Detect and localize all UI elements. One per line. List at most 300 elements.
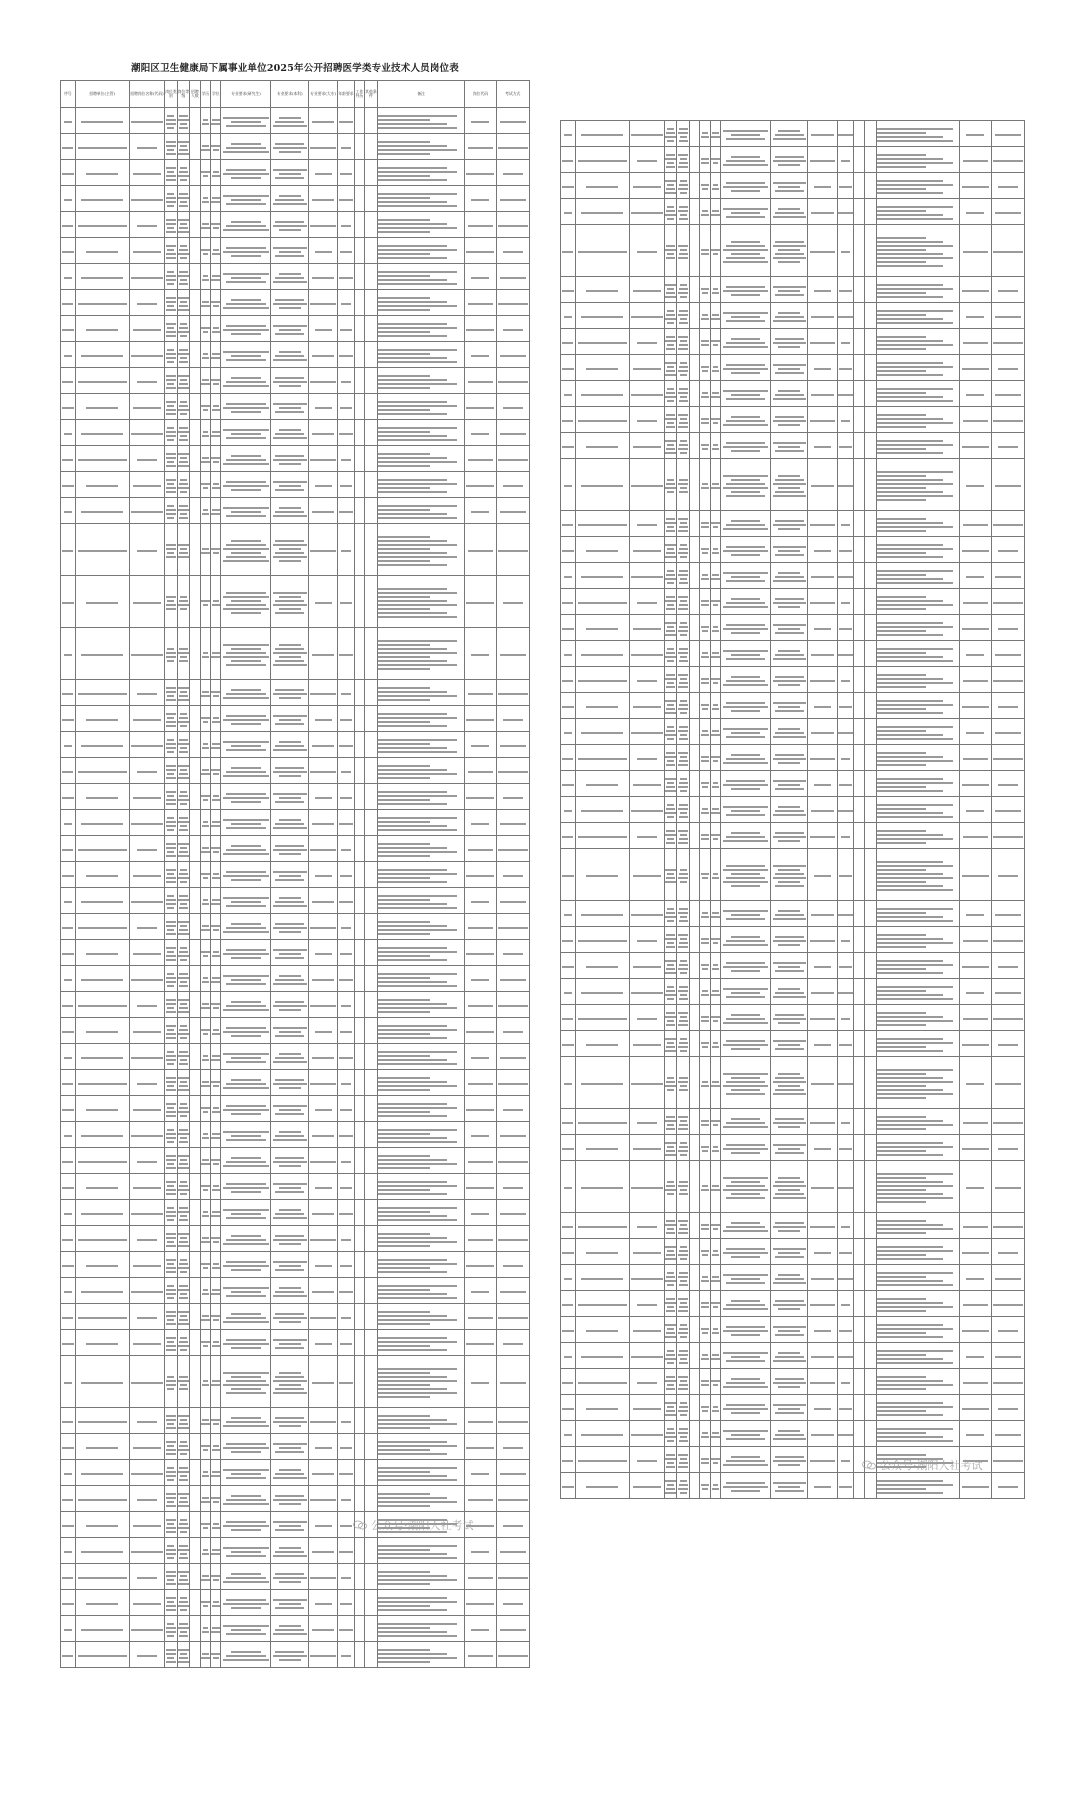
text-line bbox=[679, 1020, 688, 1022]
text-line bbox=[231, 355, 260, 357]
text-line bbox=[775, 1456, 804, 1458]
text-line bbox=[341, 550, 350, 552]
text-line bbox=[378, 1163, 458, 1165]
table-cell bbox=[496, 836, 529, 862]
text-line bbox=[680, 440, 687, 442]
text-line bbox=[167, 283, 174, 285]
text-line bbox=[178, 721, 189, 723]
table-cell bbox=[700, 641, 710, 667]
text-line bbox=[312, 433, 335, 435]
text-line bbox=[500, 1213, 526, 1215]
table-cell bbox=[221, 290, 271, 316]
text-line bbox=[378, 1111, 430, 1113]
table-cell bbox=[165, 1512, 178, 1538]
table-cell bbox=[354, 160, 364, 186]
table-cell bbox=[211, 940, 221, 966]
table-cell bbox=[190, 914, 200, 940]
table-row bbox=[61, 1460, 530, 1486]
text-line bbox=[877, 241, 943, 243]
table-row bbox=[61, 342, 530, 368]
text-line bbox=[180, 479, 187, 481]
table-cell bbox=[211, 1408, 221, 1434]
table-cell bbox=[710, 953, 720, 979]
table-cell bbox=[771, 459, 808, 511]
text-line bbox=[180, 1159, 187, 1161]
table-cell bbox=[771, 1317, 808, 1343]
text-line bbox=[680, 1050, 687, 1052]
text-line bbox=[202, 1419, 210, 1421]
table-cell bbox=[677, 537, 689, 563]
table-cell bbox=[200, 1486, 210, 1512]
text-line bbox=[731, 1278, 760, 1280]
text-line bbox=[877, 1488, 926, 1490]
table-cell bbox=[165, 1434, 178, 1460]
text-line bbox=[963, 524, 987, 526]
text-line bbox=[310, 1083, 336, 1085]
text-line bbox=[273, 1027, 307, 1029]
table-cell bbox=[61, 134, 76, 160]
text-line bbox=[226, 1339, 265, 1341]
text-line bbox=[167, 773, 174, 775]
table-cell bbox=[808, 641, 837, 667]
text-line bbox=[275, 1347, 304, 1349]
text-line bbox=[814, 368, 831, 370]
text-line bbox=[877, 1193, 943, 1195]
table-cell bbox=[61, 1018, 76, 1044]
text-line bbox=[167, 1376, 174, 1378]
text-line bbox=[993, 1460, 1023, 1462]
text-line bbox=[166, 691, 177, 693]
text-line bbox=[378, 1033, 430, 1035]
table-cell bbox=[837, 355, 854, 381]
text-line bbox=[167, 929, 174, 931]
text-line bbox=[966, 1083, 984, 1085]
table-cell bbox=[808, 823, 837, 849]
text-line bbox=[581, 134, 623, 136]
text-line bbox=[273, 1139, 307, 1141]
text-line bbox=[814, 1044, 831, 1046]
text-line bbox=[966, 134, 984, 136]
table-cell bbox=[129, 264, 164, 290]
table-cell bbox=[190, 394, 200, 420]
text-line bbox=[778, 988, 800, 990]
table-cell bbox=[864, 199, 876, 225]
table-cell bbox=[629, 1473, 664, 1499]
text-line bbox=[877, 1150, 926, 1152]
table-cell bbox=[465, 1486, 496, 1512]
text-line bbox=[775, 316, 804, 318]
table-cell bbox=[465, 1252, 496, 1278]
table-cell bbox=[61, 446, 76, 472]
table-cell bbox=[61, 394, 76, 420]
table-cell bbox=[689, 537, 699, 563]
table-cell bbox=[308, 914, 337, 940]
text-line bbox=[713, 366, 719, 368]
text-line bbox=[667, 1284, 674, 1286]
table-cell bbox=[190, 1564, 200, 1590]
table-cell bbox=[808, 355, 837, 381]
text-line bbox=[131, 823, 163, 825]
table-cell bbox=[338, 238, 355, 264]
text-line bbox=[203, 1627, 209, 1629]
text-line bbox=[178, 175, 189, 177]
text-line bbox=[202, 301, 210, 303]
column-header: 年龄要求 bbox=[338, 81, 355, 108]
table-cell bbox=[177, 732, 190, 758]
text-line bbox=[179, 205, 188, 207]
text-line bbox=[275, 540, 304, 542]
text-line bbox=[167, 907, 174, 909]
text-line bbox=[279, 656, 301, 658]
text-line bbox=[231, 1417, 260, 1419]
text-line bbox=[701, 760, 710, 762]
text-line bbox=[178, 297, 189, 299]
table-cell bbox=[877, 953, 960, 979]
table-cell bbox=[200, 394, 210, 420]
text-line bbox=[775, 1089, 804, 1091]
table-row bbox=[61, 368, 530, 394]
text-line bbox=[167, 327, 174, 329]
table-cell bbox=[354, 836, 364, 862]
table-cell bbox=[689, 1005, 699, 1031]
text-line bbox=[712, 188, 720, 190]
text-line bbox=[340, 1603, 353, 1605]
table-cell bbox=[365, 1538, 378, 1564]
text-line bbox=[562, 966, 574, 968]
table-cell bbox=[354, 784, 364, 810]
text-line bbox=[998, 784, 1017, 786]
table-cell bbox=[496, 1330, 529, 1356]
table-cell bbox=[854, 1369, 864, 1395]
text-line bbox=[586, 1148, 618, 1150]
table-row bbox=[61, 1148, 530, 1174]
text-line bbox=[775, 832, 804, 834]
text-line bbox=[701, 964, 710, 966]
table-cell bbox=[808, 225, 837, 277]
text-line bbox=[212, 353, 220, 355]
text-line bbox=[223, 548, 268, 550]
text-line bbox=[178, 375, 189, 377]
text-line bbox=[701, 1436, 709, 1438]
text-line bbox=[666, 786, 675, 788]
table-cell bbox=[61, 342, 76, 368]
table-cell bbox=[61, 186, 76, 212]
text-line bbox=[179, 648, 188, 650]
table-cell bbox=[575, 1369, 629, 1395]
text-line bbox=[202, 825, 210, 827]
table-cell bbox=[211, 1616, 221, 1642]
text-line bbox=[731, 338, 760, 340]
table-cell bbox=[677, 1031, 689, 1057]
text-line bbox=[877, 1272, 953, 1274]
text-line bbox=[998, 1486, 1017, 1488]
table-cell bbox=[665, 797, 677, 823]
column-header: 学历 bbox=[200, 81, 210, 108]
table-cell bbox=[960, 901, 991, 927]
text-line bbox=[226, 125, 265, 127]
table-cell bbox=[837, 797, 854, 823]
table-cell bbox=[771, 771, 808, 797]
table-cell bbox=[190, 628, 200, 680]
text-line bbox=[212, 197, 220, 199]
table-cell bbox=[177, 1096, 190, 1122]
text-line bbox=[778, 1408, 800, 1410]
text-line bbox=[166, 721, 175, 723]
table-row bbox=[561, 1057, 1025, 1109]
table-cell bbox=[271, 914, 309, 940]
text-line bbox=[701, 344, 710, 346]
table-cell bbox=[221, 186, 271, 212]
text-line bbox=[166, 1003, 177, 1005]
table-cell bbox=[177, 1538, 190, 1564]
text-line bbox=[723, 762, 768, 764]
text-line bbox=[773, 918, 807, 920]
text-line bbox=[731, 873, 760, 875]
text-line bbox=[680, 1380, 687, 1382]
table-cell bbox=[308, 498, 337, 524]
text-line bbox=[666, 392, 675, 394]
text-line bbox=[166, 604, 175, 606]
table-cell bbox=[465, 1096, 496, 1122]
text-line bbox=[877, 1484, 953, 1486]
text-line bbox=[179, 305, 188, 307]
table-row bbox=[561, 1421, 1025, 1447]
text-line bbox=[998, 368, 1017, 370]
text-line bbox=[680, 778, 687, 780]
table-cell bbox=[864, 407, 876, 433]
text-line bbox=[378, 487, 430, 489]
text-line bbox=[814, 628, 831, 630]
text-line bbox=[666, 574, 675, 576]
text-line bbox=[586, 1486, 618, 1488]
text-line bbox=[213, 1263, 219, 1265]
text-line bbox=[133, 875, 161, 877]
column-header: 学位 bbox=[211, 81, 221, 108]
text-line bbox=[726, 1360, 765, 1362]
table-cell bbox=[177, 186, 190, 212]
table-cell bbox=[629, 823, 664, 849]
table-cell bbox=[991, 1057, 1024, 1109]
text-line bbox=[180, 1081, 187, 1083]
text-line bbox=[378, 1657, 458, 1659]
text-line bbox=[131, 1057, 163, 1059]
table-cell bbox=[338, 264, 355, 290]
text-line bbox=[133, 173, 161, 175]
table-cell bbox=[177, 446, 190, 472]
text-line bbox=[810, 1304, 836, 1306]
table-cell bbox=[837, 641, 854, 667]
text-line bbox=[212, 1345, 220, 1347]
text-line bbox=[963, 758, 987, 760]
text-line bbox=[212, 1055, 220, 1057]
text-line bbox=[678, 764, 689, 766]
table-cell bbox=[165, 290, 178, 316]
table-cell bbox=[629, 849, 664, 901]
text-line bbox=[378, 765, 430, 767]
table-cell bbox=[771, 1291, 808, 1317]
text-line bbox=[775, 554, 804, 556]
text-line bbox=[279, 429, 301, 431]
text-line bbox=[562, 1486, 574, 1488]
text-line bbox=[378, 929, 458, 931]
text-line bbox=[665, 1050, 676, 1052]
text-line bbox=[773, 602, 807, 604]
table-cell bbox=[165, 836, 178, 862]
table-cell bbox=[377, 134, 465, 160]
table-cell bbox=[854, 745, 864, 771]
text-line bbox=[273, 1161, 307, 1163]
text-line bbox=[178, 487, 189, 489]
table-cell bbox=[561, 1343, 576, 1369]
text-line bbox=[773, 442, 807, 444]
text-line bbox=[731, 1456, 760, 1458]
text-line bbox=[203, 1380, 209, 1382]
table-cell bbox=[496, 342, 529, 368]
text-line bbox=[378, 1471, 430, 1473]
table-cell bbox=[365, 1148, 378, 1174]
table-cell bbox=[377, 238, 465, 264]
text-line bbox=[877, 400, 953, 402]
text-line bbox=[275, 745, 304, 747]
text-line bbox=[137, 1655, 158, 1657]
text-line bbox=[564, 134, 572, 136]
table-cell bbox=[129, 446, 164, 472]
table-cell bbox=[211, 628, 221, 680]
text-line bbox=[666, 946, 675, 948]
table-cell bbox=[61, 212, 76, 238]
text-line bbox=[468, 1577, 492, 1579]
table-cell bbox=[808, 1265, 837, 1291]
table-row bbox=[61, 212, 530, 238]
text-line bbox=[877, 960, 943, 962]
text-line bbox=[468, 1499, 492, 1501]
table-cell bbox=[271, 862, 309, 888]
table-cell bbox=[808, 1421, 837, 1447]
table-cell bbox=[575, 719, 629, 745]
table-cell bbox=[129, 1512, 164, 1538]
text-line bbox=[712, 314, 720, 316]
table-row bbox=[61, 264, 530, 290]
table-cell bbox=[710, 979, 720, 1005]
table-cell bbox=[837, 953, 854, 979]
text-line bbox=[667, 998, 674, 1000]
text-line bbox=[498, 1655, 528, 1657]
table-cell bbox=[61, 1226, 76, 1252]
text-line bbox=[726, 780, 765, 782]
table-cell bbox=[338, 784, 355, 810]
table-cell bbox=[864, 979, 876, 1005]
table-cell bbox=[837, 1265, 854, 1291]
text-line bbox=[223, 329, 268, 331]
table-cell bbox=[561, 537, 576, 563]
text-line bbox=[814, 784, 831, 786]
text-line bbox=[226, 604, 265, 606]
table-row bbox=[561, 225, 1025, 277]
text-line bbox=[211, 1553, 220, 1555]
text-line bbox=[500, 1473, 526, 1475]
text-line bbox=[279, 251, 301, 253]
text-line bbox=[877, 237, 926, 239]
text-line bbox=[712, 292, 720, 294]
text-line bbox=[179, 193, 188, 195]
text-line bbox=[378, 743, 430, 745]
text-line bbox=[586, 290, 618, 292]
text-line bbox=[378, 335, 447, 337]
text-line bbox=[167, 1219, 174, 1221]
table-cell bbox=[61, 1278, 76, 1304]
text-line bbox=[178, 1311, 189, 1313]
text-line bbox=[666, 1081, 675, 1083]
text-line bbox=[279, 1425, 301, 1427]
table-cell bbox=[165, 732, 178, 758]
text-line bbox=[166, 1661, 175, 1663]
text-line bbox=[702, 1046, 708, 1048]
text-line bbox=[78, 1577, 127, 1579]
table-cell bbox=[665, 953, 677, 979]
text-line bbox=[666, 1332, 675, 1334]
text-line bbox=[62, 381, 73, 383]
text-line bbox=[966, 485, 984, 487]
text-line bbox=[137, 1005, 158, 1007]
text-line bbox=[378, 843, 430, 845]
text-line bbox=[86, 1031, 118, 1033]
text-line bbox=[86, 407, 118, 409]
table-cell bbox=[710, 1317, 720, 1343]
text-line bbox=[378, 119, 430, 121]
text-line bbox=[679, 604, 688, 606]
table-cell bbox=[721, 1317, 771, 1343]
table-cell bbox=[308, 1434, 337, 1460]
text-line bbox=[877, 873, 943, 875]
text-line bbox=[378, 668, 430, 670]
table-cell bbox=[677, 589, 689, 615]
text-line bbox=[178, 743, 189, 745]
table-cell bbox=[960, 1343, 991, 1369]
table-cell bbox=[61, 1642, 76, 1668]
table-cell bbox=[61, 1564, 76, 1590]
table-cell bbox=[308, 1486, 337, 1512]
table-cell bbox=[165, 1148, 178, 1174]
table-cell bbox=[354, 394, 364, 420]
text-line bbox=[273, 849, 307, 851]
table-cell bbox=[561, 407, 576, 433]
table-row bbox=[561, 1265, 1025, 1291]
text-line bbox=[877, 700, 943, 702]
table-cell bbox=[365, 914, 378, 940]
table-cell bbox=[165, 1538, 178, 1564]
text-line bbox=[231, 1157, 260, 1159]
text-line bbox=[775, 1300, 804, 1302]
text-line bbox=[667, 920, 674, 922]
table-cell bbox=[211, 1174, 221, 1200]
table-cell bbox=[700, 407, 710, 433]
table-cell bbox=[338, 1148, 355, 1174]
text-line bbox=[838, 212, 852, 214]
table-cell bbox=[561, 589, 576, 615]
table-cell bbox=[365, 1460, 378, 1486]
text-line bbox=[723, 684, 768, 686]
text-line bbox=[468, 1161, 492, 1163]
text-line bbox=[180, 223, 187, 225]
text-line bbox=[471, 199, 489, 201]
text-line bbox=[679, 491, 688, 493]
table-cell bbox=[700, 511, 710, 537]
table-cell bbox=[177, 836, 190, 862]
table-cell bbox=[575, 641, 629, 667]
text-line bbox=[312, 745, 335, 747]
position-table-left bbox=[60, 80, 530, 1668]
table-cell bbox=[365, 680, 378, 706]
